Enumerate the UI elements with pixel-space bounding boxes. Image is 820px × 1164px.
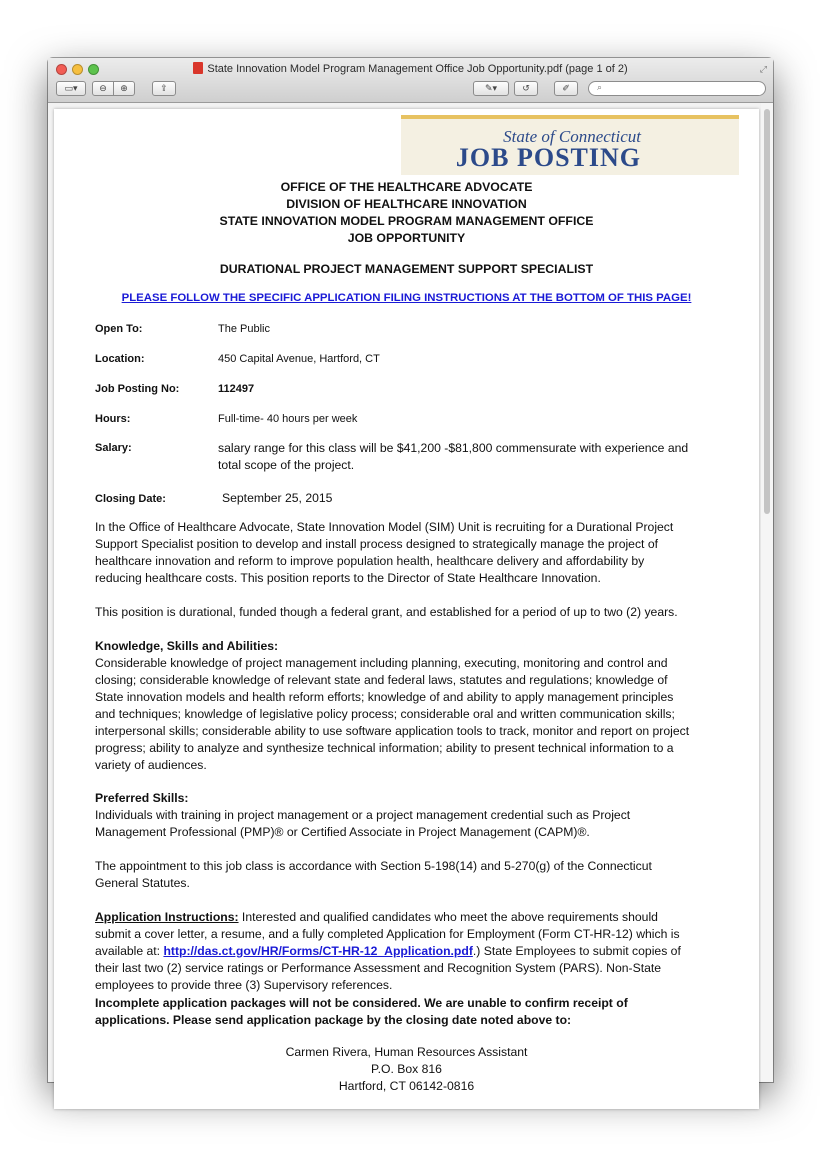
salary-value (218, 440, 688, 474)
annotate-button[interactable] (473, 81, 509, 96)
vertical-scrollbar[interactable] (761, 103, 773, 1082)
text-line: Support Specialist position to develop and install process designed to strategically manage the project of (95, 537, 658, 551)
incomplete-notice (95, 995, 720, 1029)
field-value: 450 Capital Avenue, Hartford, CT (218, 353, 380, 365)
edit-icon: ✐ (562, 83, 570, 94)
share-button[interactable] (152, 81, 176, 96)
office-header (54, 179, 759, 247)
text-line: employees to provide three (3) Supervisory references. (95, 978, 393, 992)
text-line: Management Professional (PMP)® or Certified Associate in Project Management (CAPM)®. (95, 825, 590, 839)
field-label: Closing Date: (95, 493, 166, 505)
intro-paragraph (95, 519, 720, 587)
text-line: their last two (2) service ratings or Performance Assessment and Recognition System (PARS). Non-State (95, 961, 662, 975)
text-line: variety of audiences. (95, 758, 207, 772)
header-line: STATE INNOVATION MODEL PROGRAM MANAGEMENT OFFICE (219, 214, 594, 228)
field-label: Salary: (95, 442, 132, 454)
text-line: In the Office of Healthcare Advocate, State Innovation Model (SIM) Unit is recruiting for a Durational Project (95, 520, 674, 534)
text-line: State innovation models and health reform efforts; knowledge of and ability to apply management principles (95, 690, 674, 704)
mailing-address (54, 1044, 759, 1095)
sidebar-view-button[interactable] (56, 81, 86, 96)
section-heading: Knowledge, Skills and Abilities: (95, 639, 279, 653)
text-line: Individuals with training in project management or a project management credential such as Project (95, 808, 631, 822)
text-run: Interested and qualified candidates who meet the above requirements should (238, 910, 658, 924)
preferred-section (95, 790, 720, 841)
field-label: Job Posting No: (95, 383, 180, 395)
edit-toolbar-button[interactable] (554, 81, 578, 96)
field-label: Hours: (95, 413, 131, 425)
banner-job-posting: JOB POSTING (455, 143, 641, 172)
sidebar-icon: ▭▾ (64, 83, 78, 94)
field-label: Location: (95, 353, 145, 365)
search-input[interactable] (588, 81, 766, 96)
fullscreen-icon[interactable]: ⤢ (759, 64, 767, 74)
ksa-section (95, 638, 720, 774)
text-line: healthcare innovation and reform to improve population health, healthcare delivery and affordability by (95, 554, 645, 568)
section-heading: Preferred Skills: (95, 791, 189, 805)
share-icon: ⇪ (160, 83, 168, 94)
field-value: The Public (218, 323, 270, 335)
text-line: The appointment to this job class is accordance with Section 5-198(14) and 5-270(g) of the Connecticut (95, 859, 652, 873)
field-value: 112497 (218, 383, 255, 395)
text-run: available at: (95, 944, 164, 958)
scrollbar-thumb[interactable] (764, 109, 770, 514)
magnifier-icon: ⌕ (597, 83, 603, 93)
text-line (95, 943, 720, 960)
field-value: September 25, 2015 (222, 491, 333, 505)
text-line: interpersonal skills; considerable ability to use software application tools to track, monitor and report on project (95, 724, 690, 738)
text-line: Considerable knowledge of project management including planning, executing, monitoring and control and (95, 656, 668, 670)
zoom-in-button[interactable] (113, 81, 135, 96)
field-value: Full-time- 40 hours per week (218, 413, 358, 425)
preview-window (48, 58, 773, 1093)
document-viewport[interactable] (48, 103, 773, 1093)
title-bar[interactable] (48, 58, 773, 103)
header-line: JOB OPPORTUNITY (347, 231, 466, 245)
rotate-icon: ↺ (522, 83, 530, 94)
text-line: progress; ability to analyze and synthesize technical information; ability to present technical information to a (95, 741, 674, 755)
job-posting-banner (401, 115, 739, 175)
zoom-out-icon: ⊖ (99, 83, 107, 94)
section-heading: Application Instructions: (95, 910, 239, 924)
window-title (48, 62, 773, 75)
filing-instructions-link[interactable]: PLEASE FOLLOW THE SPECIFIC APPLICATION FILING INSTRUCTIONS AT THE BOTTOM OF THIS PAGE! (121, 292, 692, 304)
text-line: closing; considerable knowledge of relevant state and federal laws, statutes and regulations; knowledge of (95, 673, 668, 687)
pdf-page (54, 109, 759, 1109)
appointment-paragraph (95, 858, 720, 892)
pen-icon: ✎▾ (484, 83, 498, 94)
field-label: Open To: (95, 323, 143, 335)
position-title: DURATIONAL PROJECT MANAGEMENT SUPPORT SPECIALIST (219, 262, 594, 276)
durational-paragraph: This position is durational, funded though a federal grant, and established for a period of up to two (2) years. (95, 605, 678, 619)
text-line: and techniques; knowledge of legislative policy process; considerable oral and written communication skills; (95, 707, 675, 721)
text-run: .) State Employees to submit copies of (472, 944, 681, 958)
application-instructions (95, 909, 720, 994)
address-line: Hartford, CT 06142-0816 (338, 1079, 475, 1093)
text-line: submit a cover letter, a resume, and a fully completed Application for Employment (Form CT-HR-12) which is (95, 927, 680, 941)
header-line: DIVISION OF HEALTHCARE INNOVATION (286, 197, 527, 211)
application-form-link[interactable]: http://das.ct.gov/HR/Forms/CT-HR-12_Application.pdf (163, 944, 473, 958)
text-line: reducing healthcare costs. This position reports to the Director of State Healthcare Innovation. (95, 571, 601, 585)
text-line: General Statutes. (95, 876, 190, 890)
rotate-button[interactable] (514, 81, 538, 96)
header-line: OFFICE OF THE HEALTHCARE ADVOCATE (280, 180, 533, 194)
banner-state: State of Connecticut (503, 127, 641, 146)
zoom-in-icon: ⊕ (120, 83, 128, 94)
address-line: Carmen Rivera, Human Resources Assistant (285, 1045, 528, 1059)
window-title-text: State Innovation Model Program Management Office Job Opportunity.pdf (page 1 of 2) (207, 63, 628, 75)
address-line: P.O. Box 816 (371, 1062, 442, 1076)
text-line: Incomplete application packages will not be considered. We are unable to confirm receipt of (95, 996, 628, 1010)
text-line (95, 909, 720, 926)
zoom-out-button[interactable] (92, 81, 114, 96)
pdf-file-icon (193, 62, 203, 74)
salary-line: salary range for this class will be $41,200 -$81,800 commensurate with experience and (218, 441, 689, 455)
salary-line: total scope of the project. (218, 458, 355, 472)
text-line: applications. Please send application package by the closing date noted above to: (95, 1013, 572, 1027)
